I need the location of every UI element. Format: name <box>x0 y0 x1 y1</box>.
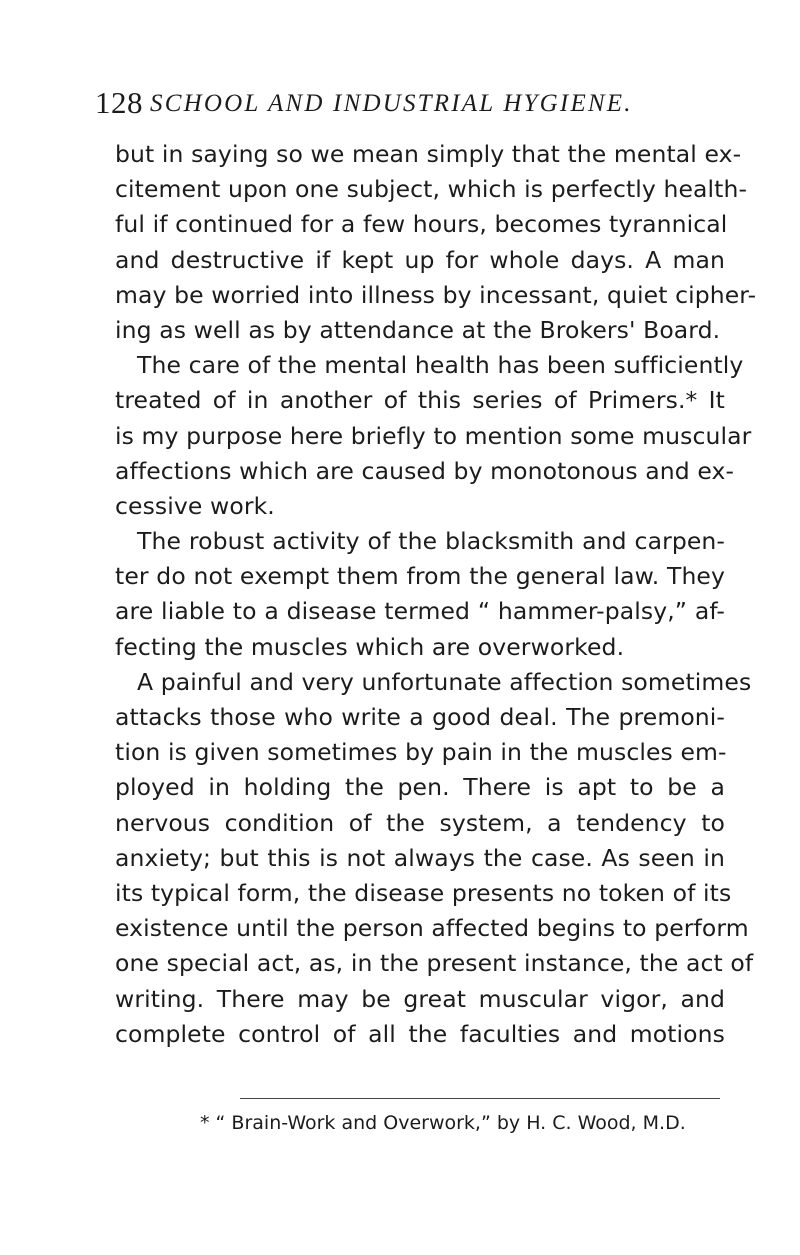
text-line: anxiety; but this is not always the case. As seen in <box>115 843 725 872</box>
text-line: complete control of all the faculties and motions <box>115 1019 725 1048</box>
text-line: writing. There may be great muscular vigor, and <box>115 984 725 1013</box>
text-line: attacks those who write a good deal. The premoni- <box>115 703 725 731</box>
text-line: ful if continued for a few hours, becomes tyrannical <box>115 210 728 239</box>
text-line: ployed in holding the pen. There is apt to be a <box>115 773 725 802</box>
text-line: fecting the muscles which are overworked. <box>115 632 625 661</box>
page-number: 128 <box>95 85 143 120</box>
text-line: ing as well as by attendance at the Brokers' Board. <box>115 315 721 344</box>
text-line: may be worried into illness by incessant, quiet cipher- <box>115 280 757 309</box>
text-line: is my purpose here briefly to mention some muscular <box>115 421 752 450</box>
text-line: citement upon one subject, which is perfectly health- <box>115 175 748 204</box>
running-head <box>95 85 715 121</box>
text-line: treated of in another of this series of Primers.* It <box>115 386 725 415</box>
text-line: A painful and very unfortunate affection sometimes <box>137 667 752 696</box>
text-line: and destructive if kept up for whole days. A man <box>115 245 725 274</box>
text-line: nervous condition of the system, a tendency to <box>115 808 725 837</box>
footnote-divider <box>240 1098 720 1099</box>
text-line: are liable to a disease termed “ hammer-palsy,” af- <box>115 597 725 626</box>
text-line: The robust activity of the blacksmith and carpen- <box>137 527 725 556</box>
text-line: existence until the person affected begins to perform <box>115 914 749 943</box>
body-text <box>115 137 757 1052</box>
text-line: ter do not exempt them from the general law. They <box>115 562 725 591</box>
text-line: but in saying so we mean simply that the mental ex- <box>115 140 742 168</box>
text-line: The care of the mental health has been sufficiently <box>137 351 744 380</box>
text-line: cessive work. <box>115 491 275 520</box>
text-line: tion is given sometimes by pain in the muscles em- <box>115 738 727 767</box>
text-line: affections which are caused by monotonous and ex- <box>115 456 735 485</box>
running-head-title: SCHOOL AND INDUSTRIAL HYGIENE. <box>150 90 633 117</box>
text-line: its typical form, the disease presents no token of its <box>115 878 732 907</box>
text-line: one special act, as, in the present instance, the act of <box>115 949 754 978</box>
footnote: * “ Brain-Work and Overwork,” by H. C. Wood, M.D. <box>200 1112 686 1134</box>
